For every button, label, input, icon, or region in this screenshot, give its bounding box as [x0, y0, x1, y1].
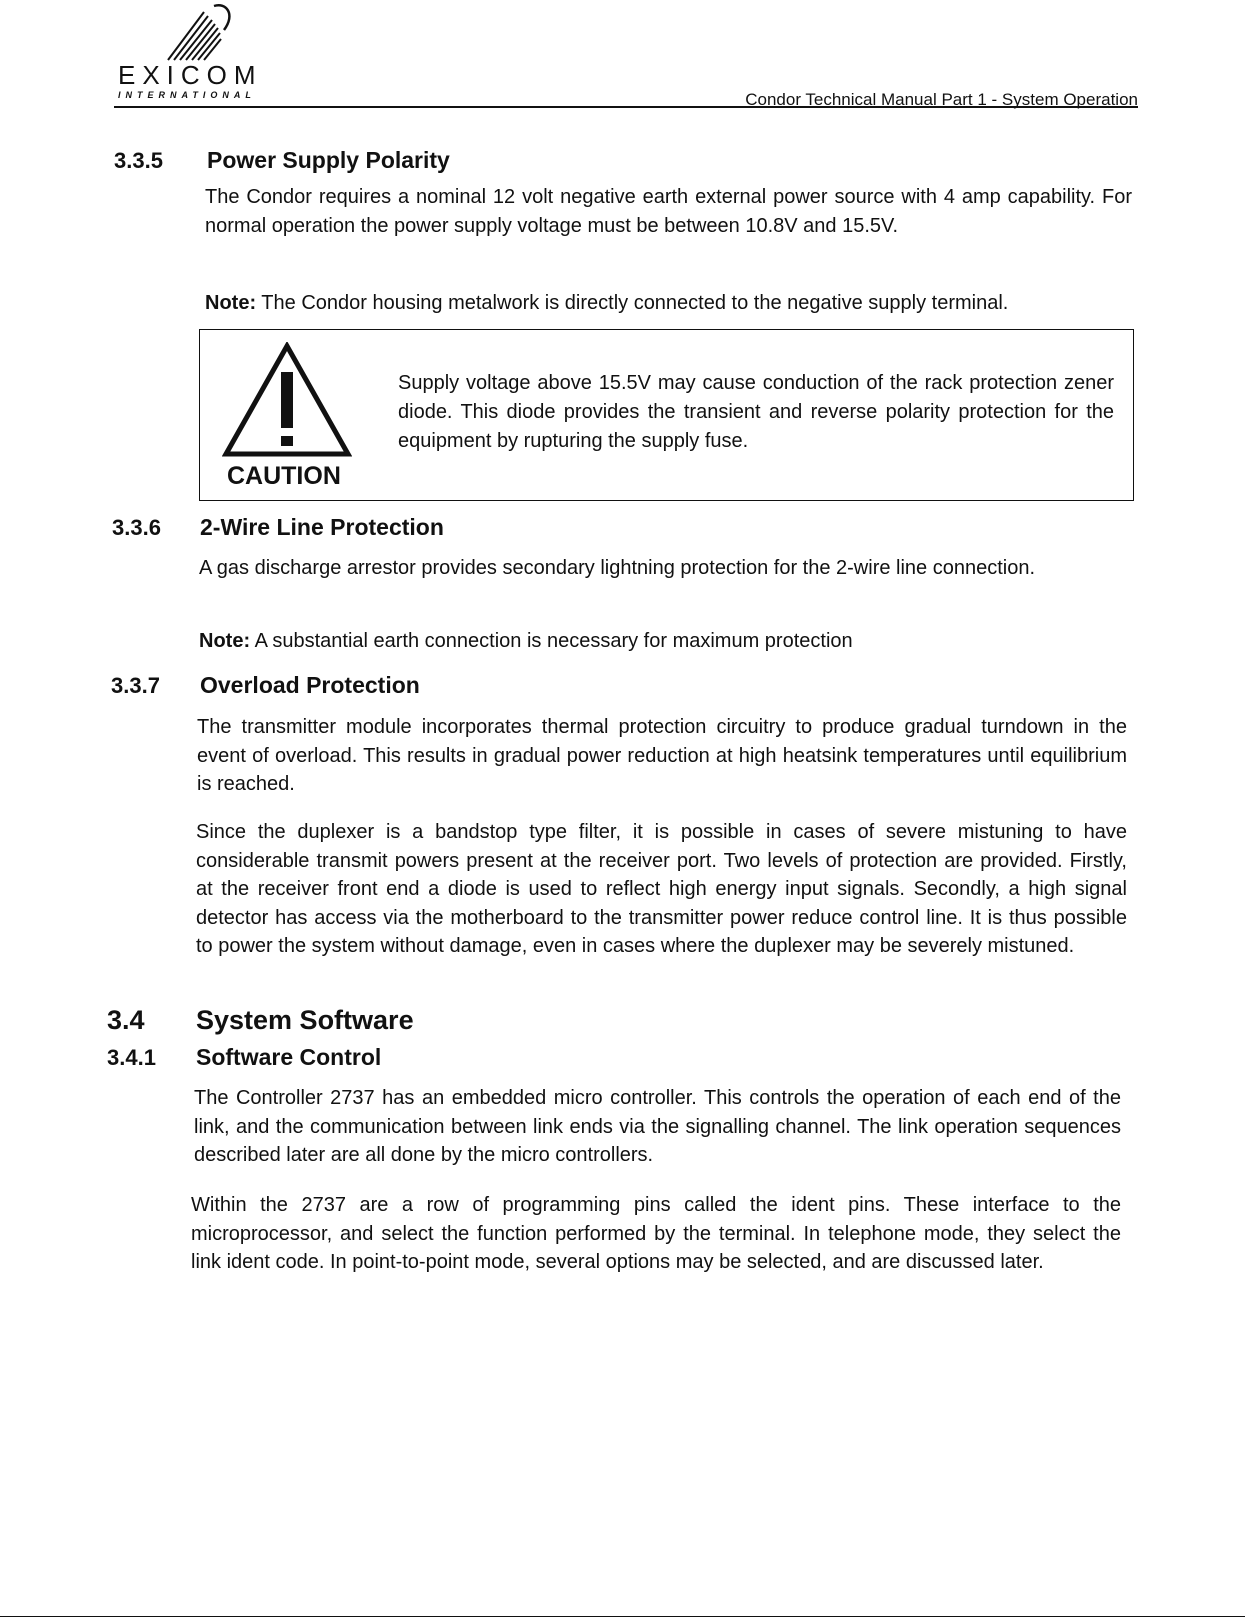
note-text: A substantial earth connection is necessary for maximum protection: [250, 630, 853, 652]
section-number-335: 3.3.5: [114, 148, 163, 173]
note-label: Note:: [205, 292, 257, 314]
logo-mark-icon: [166, 0, 236, 62]
warning-triangle-icon: [222, 342, 352, 460]
note-text: The Condor housing metalwork is directly connected to the negative supply terminal.: [256, 292, 1009, 314]
paragraph-341-1: The Controller 2737 has an embedded micro controller. This controls the operation of each end of the link, and the communication between link ends via the signalling channel. The link operation sequences described later are all done by the micro controllers.: [194, 1087, 1121, 1166]
section-number-336: 3.3.6: [112, 515, 161, 540]
caution-label: CAUTION: [227, 462, 341, 490]
header-title: Condor Technical Manual Part 1 - System Operation: [745, 90, 1138, 109]
note-335: [205, 292, 1008, 315]
header-rule: [114, 106, 1138, 108]
section-title-336: 2-Wire Line Protection: [200, 514, 444, 540]
paragraph-336: A gas discharge arrestor provides secondary lightning protection for the 2-wire line connection.: [199, 557, 1036, 579]
caution-box: [199, 329, 1134, 501]
section-title-34: System Software: [196, 1005, 414, 1035]
section-title-335: Power Supply Polarity: [207, 147, 450, 173]
paragraph-337-2: Since the duplexer is a bandstop type filter, it is possible in cases of severe mistuning to have considerable transmit powers present at the receiver port. Two levels of protection are provided. Firstly, at the receiver front end a diode is used to reflect high energy input signals. Secondly, a high signal detector has access via the motherboard to the transmitter power reduce control line. It is thus possible to power the system without damage, even in cases where the duplexer may be severely mistuned.: [196, 821, 1127, 957]
section-number-341: 3.4.1: [107, 1045, 156, 1070]
paragraph-337-1: The transmitter module incorporates thermal protection circuitry to produce gradual turndown in the event of overload. This results in gradual power reduction at high heatsink temperatures until equilibrium is reached.: [197, 716, 1127, 795]
section-title-341: Software Control: [196, 1044, 382, 1070]
paragraph-341-2: Within the 2737 are a row of programming pins called the ident pins. These interface to the microprocessor, and select the function performed by the terminal. In telephone mode, they select the link ident code. In point-to-point mode, several options may be selected, and are discussed later.: [191, 1194, 1121, 1273]
caution-text: Supply voltage above 15.5V may cause conduction of the rack protection zener diode. This diode provides the transient and reverse polarity protection for the equipment by rupturing the supply fuse.: [398, 372, 1114, 452]
paragraph-335: The Condor requires a nominal 12 volt negative earth external power source with 4 amp capability. For normal operation the power supply voltage must be between 10.8V and 15.5V.: [205, 186, 1132, 237]
exicom-logo: [114, 0, 284, 100]
note-label: Note:: [199, 630, 251, 652]
logo-wordmark: EXICOM: [118, 60, 263, 90]
section-title-337: Overload Protection: [200, 672, 420, 698]
section-number-337: 3.3.7: [111, 673, 160, 698]
section-number-34: 3.4: [107, 1005, 145, 1035]
logo-subtitle: INTERNATIONAL: [118, 90, 256, 100]
footer-rule: [0, 1616, 1245, 1617]
note-336: [199, 630, 853, 653]
